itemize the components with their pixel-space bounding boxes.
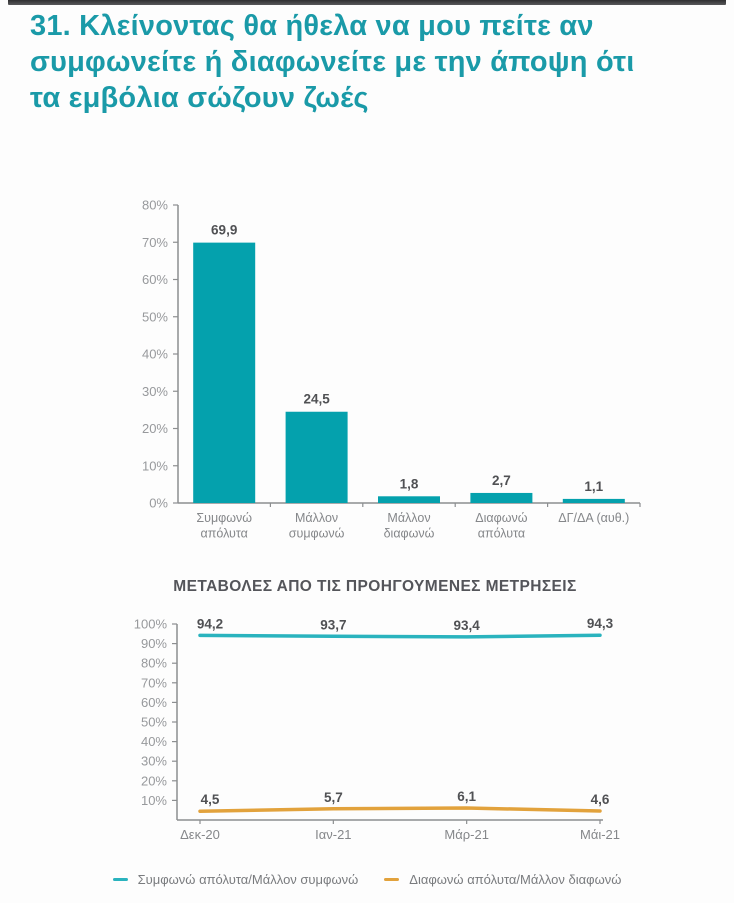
teal-line-swatch-icon (113, 878, 128, 881)
trend-value-label: 6,1 (457, 789, 477, 805)
bar-4 (563, 499, 625, 503)
line-x-tick-label: Δεκ-20 (180, 827, 220, 842)
bar-category-label: Μάλλον (387, 511, 431, 525)
bar-y-tick-label: 80% (141, 197, 168, 213)
bar-value-label: 69,9 (211, 222, 238, 238)
trend-line-chart (95, 608, 655, 858)
trend-value-label: 5,7 (323, 789, 343, 805)
legend-label-agree: Συμφωνώ απόλυτα/Μάλλον συμφωνώ (137, 872, 359, 887)
legend-item-disagree (384, 872, 621, 887)
question-title: 31. Κλείνοντας θα ήθελα να μου πείτε αν συμφωνείτε ή διαφωνείτε με την άποψη ότι τα εμβόλια σώζουν ζωές (30, 10, 635, 114)
legend-item-agree (113, 872, 359, 887)
trend-value-label: 93,7 (320, 617, 347, 633)
trend-value-label: 4,5 (200, 792, 220, 808)
bar-value-label: 1,1 (584, 478, 604, 494)
line-x-tick-label: Μάι-21 (579, 827, 621, 842)
bar-y-tick-label: 70% (141, 234, 168, 250)
line-y-tick-label: 90% (140, 636, 167, 652)
bar-category-label: Συμφωνώ (196, 511, 253, 525)
bar-category-label: Διαφωνώ (475, 511, 528, 525)
bar-category-label: συμφωνώ (288, 526, 345, 541)
bar-category-label: απόλυτα (477, 526, 526, 541)
trend-series-1 (200, 808, 600, 811)
line-y-tick-label: 40% (140, 734, 167, 750)
bar-2 (378, 496, 440, 503)
line-y-tick-label: 10% (140, 792, 167, 808)
trend-value-label: 94,3 (586, 616, 614, 632)
bar-y-tick-label: 40% (141, 346, 168, 362)
bar-y-tick-label: 30% (141, 383, 168, 399)
legend-label-disagree: Διαφωνώ απόλυτα/Μάλλον διαφωνώ (409, 872, 622, 887)
agreement-bar-chart (95, 193, 655, 553)
bar-y-tick-label: 60% (141, 272, 168, 287)
bar-3 (470, 493, 532, 503)
line-y-tick-label: 100% (133, 616, 167, 632)
bar-value-label: 24,5 (303, 391, 330, 407)
trend-section-title: ΜΕΤΑΒΟΛΕΣ ΑΠΟ ΤΙΣ ΠΡΟΗΓΟΥΜΕΝΕΣ ΜΕΤΡΗΣΕΙΣ (173, 578, 577, 595)
line-x-tick-label: Ιαν-21 (315, 827, 352, 842)
bar-category-label: ΔΓ/ΔΑ (αυθ.) (558, 511, 630, 525)
bar-y-tick-label: 0% (149, 495, 168, 511)
bar-category-label: διαφωνώ (383, 526, 435, 541)
orange-line-swatch-icon (384, 878, 399, 881)
bar-y-tick-label: 20% (141, 421, 168, 436)
line-y-tick-label: 30% (140, 753, 167, 769)
trend-series-0 (200, 635, 600, 637)
trend-legend (0, 872, 734, 887)
bar-value-label: 1,8 (399, 476, 419, 492)
line-y-tick-label: 50% (140, 714, 167, 730)
bar-y-tick-label: 10% (141, 458, 168, 474)
line-y-tick-label: 20% (140, 773, 167, 789)
line-y-tick-label: 60% (140, 694, 167, 710)
bar-0 (193, 243, 255, 503)
bar-value-label: 2,7 (492, 472, 511, 488)
top-divider-bar (8, 0, 726, 5)
trend-value-label: 94,2 (196, 616, 224, 632)
line-y-tick-label: 80% (140, 655, 167, 671)
bar-category-label: απόλυτα (200, 526, 248, 541)
line-y-tick-label: 70% (140, 675, 167, 691)
bar-y-tick-label: 50% (141, 309, 168, 325)
bar-1 (286, 412, 348, 503)
bar-category-label: Μάλλον (295, 511, 339, 525)
line-x-tick-label: Μάρ-21 (444, 827, 489, 842)
trend-value-label: 4,6 (590, 791, 610, 807)
trend-value-label: 93,4 (453, 617, 480, 633)
